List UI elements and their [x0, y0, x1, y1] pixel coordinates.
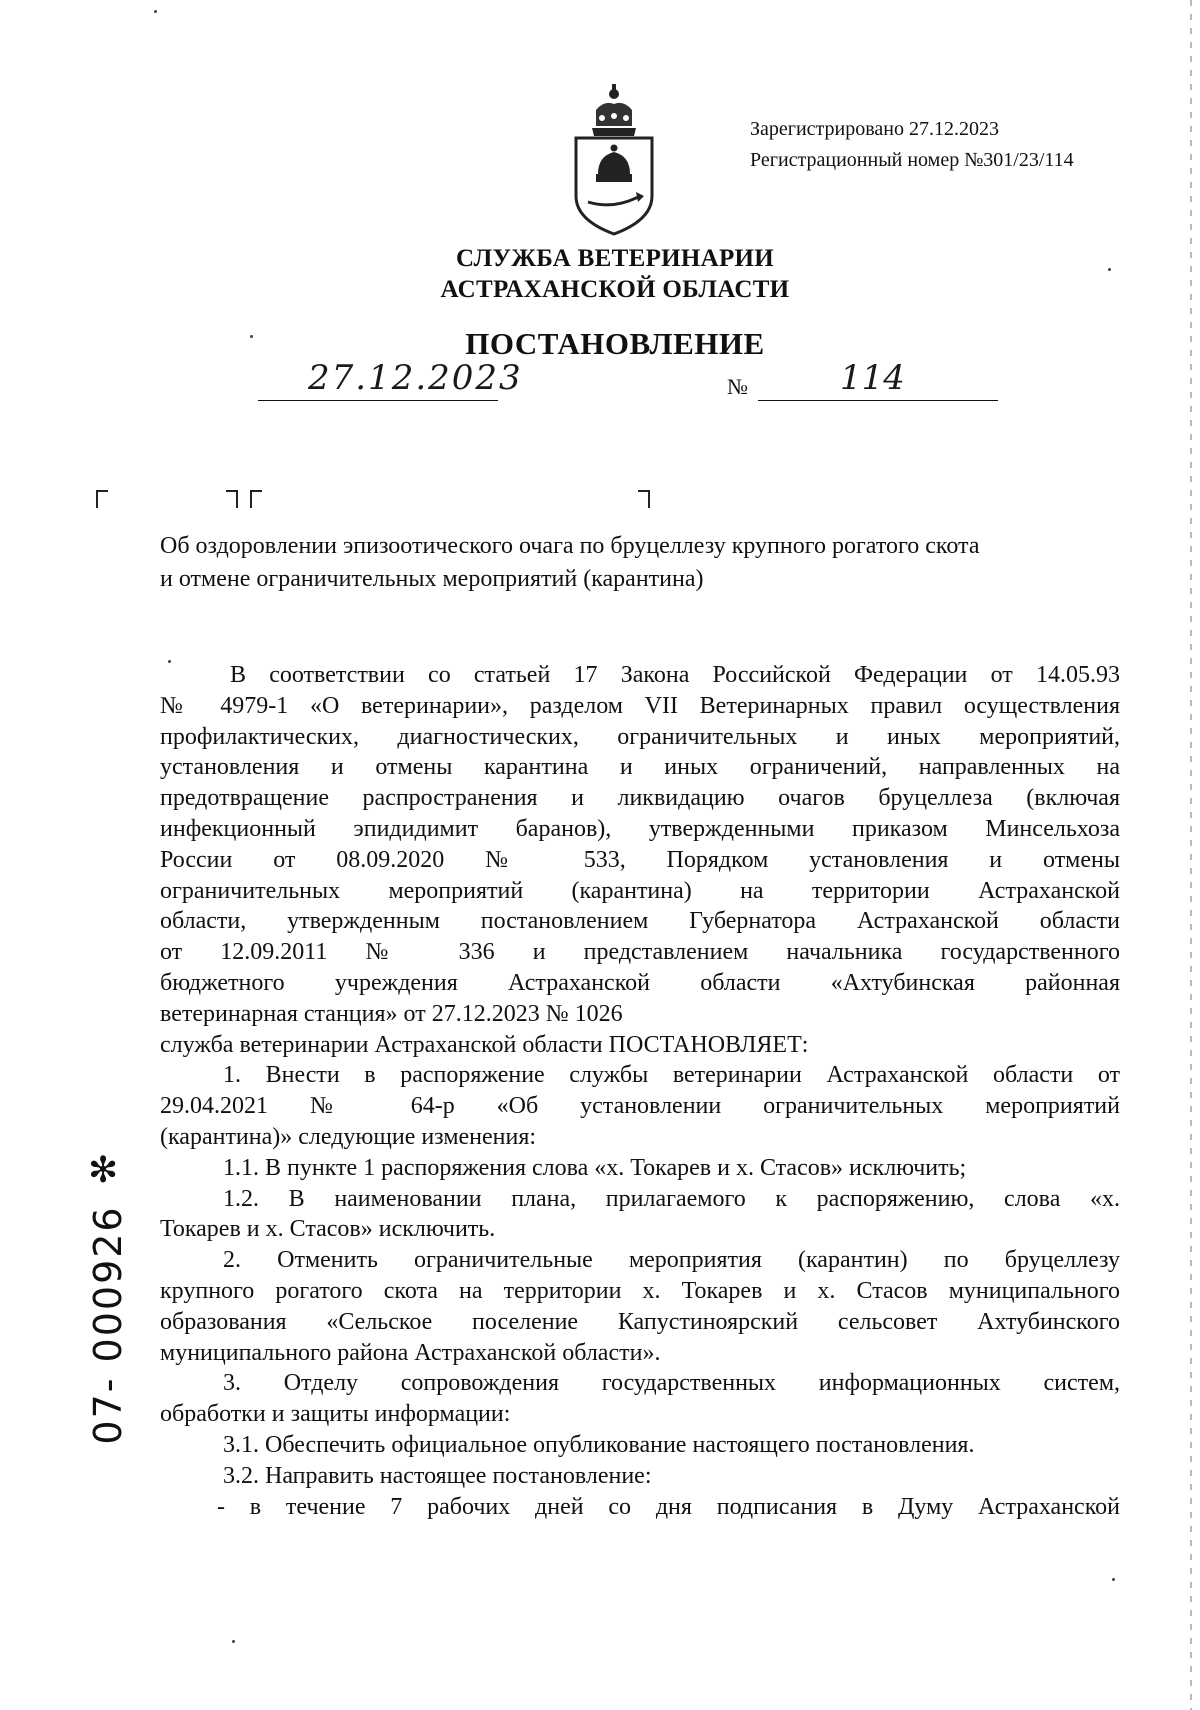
body-line: ограничительных мероприятий (карантина) на территории Астраханской [160, 877, 1120, 904]
number-underline [758, 400, 998, 401]
body-line: 29.04.2021 № 64-р «Об установлении ограничительных мероприятий [160, 1093, 1120, 1120]
body-line: Токарев и х. Стасов» исключить. [160, 1216, 496, 1243]
registration-date: Зарегистрировано 27.12.2023 [750, 118, 1000, 140]
body-line: обработки и защиты информации: [160, 1401, 511, 1428]
body-line: от 12.09.2011 № 336 и представлением начальника государственного [160, 939, 1120, 966]
side-stamp [78, 1205, 138, 1445]
side-mark: ✻ [88, 1150, 119, 1191]
body-line: - в течение 7 рабочих дней со дня подписания в Думу Астраханской [217, 1493, 1120, 1520]
organization-line-1: СЛУЖБА ВЕТЕРИНАРИИ [455, 245, 775, 272]
clause-1-2: 1.2. В наименовании плана, прилагаемого к распоряжению, слова «х. [223, 1185, 1120, 1212]
body-line: области, утвержденным постановлением Губернатора Астраханской области [160, 908, 1120, 935]
document-title [160, 530, 1120, 596]
side-stamp-number: 07- 000926 [86, 1205, 130, 1445]
scan-edge [1190, 0, 1192, 1710]
body-line: профилактических, диагностических, ограничительных и иных мероприятий, [160, 723, 1120, 750]
corner-mark-left [96, 490, 108, 508]
clause-3-1: 3.1. Обеспечить официальное опубликование настоящего постановления. [223, 1431, 975, 1458]
body-line: инфекционный эпидидимит баранов), утвержденными приказом Минсельхоза [160, 815, 1120, 842]
corner-mark-right [638, 490, 650, 508]
body-line: установления и отмены карантина и иных ограничений, направленных на [160, 754, 1120, 781]
title-line-1: Об оздоровлении эпизоотического очага по бруцеллезу крупного рогатого скота [160, 533, 980, 559]
coat-of-arms-icon [566, 78, 662, 238]
body-line: ветеринарная станция» от 27.12.2023 № 1026 [160, 1000, 623, 1027]
clause-1: 1. Внести в распоряжение службы ветеринарии Астраханской области от [223, 1062, 1120, 1089]
registration-number: Регистрационный номер №301/23/114 [750, 149, 1074, 171]
registration-block [750, 114, 1074, 176]
body-line: бюджетного учреждения Астраханской области «Ахтубинская районная [160, 969, 1120, 996]
scan-speck [250, 335, 253, 338]
clause-3: 3. Отделу сопровождения государственных информационных систем, [223, 1370, 1120, 1397]
clause-2: 2. Отменить ограничительные мероприятия (карантин) по бруцеллезу [223, 1247, 1120, 1274]
organization-name [300, 243, 930, 305]
organization-line-2: АСТРАХАНСКОЙ ОБЛАСТИ [440, 276, 790, 303]
body-line: крупного рогатого скота на территории х. Токарев и х. Стасов муниципального [160, 1277, 1120, 1304]
scan-speck [1108, 268, 1111, 271]
document-body [160, 660, 1120, 1522]
document-type: ПОСТАНОВЛЕНИЕ [465, 326, 765, 361]
scan-speck [154, 10, 157, 13]
body-line: образования «Сельское поселение Капустиноярский сельсовет Ахтубинского [160, 1308, 1120, 1335]
body-line: предотвращение распространения и ликвидацию очагов бруцеллеза (включая [160, 785, 1120, 812]
body-line: (карантина)» следующие изменения: [160, 1123, 537, 1150]
clause-1-1: 1.1. В пункте 1 распоряжения слова «х. Токарев и х. Стасов» исключить; [223, 1154, 967, 1181]
clause-3-2: 3.2. Направить настоящее постановление: [223, 1462, 652, 1489]
scan-speck [232, 1640, 235, 1643]
handwritten-date: 27.12.2023 [308, 358, 523, 398]
body-line: муниципального района Астраханской области». [160, 1339, 661, 1366]
body-line: № 4979-1 «О ветеринарии», разделом VII Ветеринарных правил осуществления [160, 692, 1120, 719]
number-sign: № [727, 374, 748, 399]
body-line-resolves: служба ветеринарии Астраханской области ПОСТАНОВЛЯЕТ: [160, 1031, 809, 1058]
scan-speck [168, 660, 171, 663]
title-line-2: и отмене ограничительных мероприятий (карантина) [160, 566, 704, 592]
handwritten-number: 114 [840, 358, 905, 398]
scan-speck [1112, 1578, 1115, 1581]
body-line: В соответствии со статьей 17 Закона Российской Федерации от 14.05.93 [230, 662, 1120, 688]
date-underline [258, 400, 498, 401]
corner-mark-2 [250, 490, 262, 508]
corner-mark-1 [226, 490, 238, 508]
body-line: России от 08.09.2020 № 533, Порядком установления и отмены [160, 846, 1120, 873]
